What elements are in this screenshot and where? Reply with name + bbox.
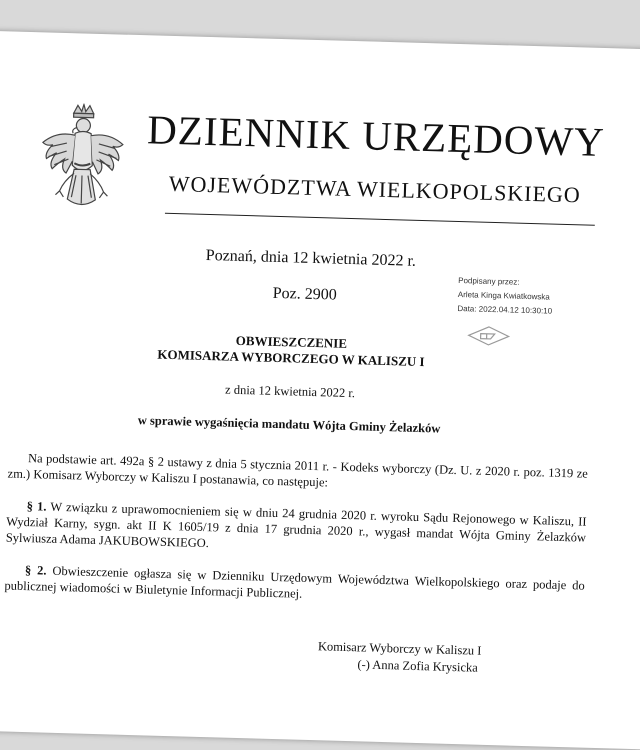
polish-eagle-emblem-icon — [35, 102, 130, 229]
issue-date: Poznań, dnia 12 kwietnia 2022 r. — [205, 246, 417, 270]
masthead-title: DZIENNIK URZĘDOWY — [146, 106, 606, 166]
paragraph-2 — [4, 561, 585, 609]
notice-title: OBWIESZCZENIE — [235, 332, 348, 351]
signer-block — [317, 638, 498, 677]
notice-issuer: KOMISARZA WYBORCZEGO W KALISZU I — [157, 346, 425, 370]
masthead-divider — [165, 213, 595, 226]
signature-name: Arleta Kinga Kwiatkowska — [457, 290, 550, 302]
masthead-subtitle: WOJEWÓDZTWA WIELKOPOLSKIEGO — [168, 170, 582, 208]
paragraph-2-text: Obwieszczenie ogłasza się w Dzienniku Urzędowym Województwa Wielkopolskiego oraz podaje do publicznej wiadomości w Biuletynie Informacji Publicznej. — [4, 563, 585, 601]
electronic-signature-block — [457, 274, 553, 319]
paragraph-2-label: § 2. — [24, 563, 47, 578]
signer-title: Komisarz Wyborczy w Kaliszu I — [317, 639, 482, 658]
paragraph-1-text: W związku z uprawomocnieniem się w dniu 24 grudnia 2020 r. wyroku Sądu Rejonowego w Kaliszu, II Wydział Karny, sygn. akt II K 1605/19 z dnia 17 grudnia 2020 r., wygasł mandat Wójta Gminy Żelazków Sylwiusza Adama JAKUBOWSKIEGO. — [5, 499, 587, 551]
signer-name: (-) Anna Zofia Krysicka — [357, 657, 479, 675]
notice-date: z dnia 12 kwietnia 2022 r. — [224, 382, 356, 401]
signature-label: Podpisany przez: — [458, 276, 520, 287]
signature-date: Data: 2022.04.12 10:30:10 — [457, 303, 553, 316]
document-page — [0, 30, 640, 750]
notice-subject: w sprawie wygaśnięcia mandatu Wójta Gminy Żelazków — [137, 413, 441, 436]
paragraph-1 — [6, 497, 587, 561]
notice-intro: Na podstawie art. 492a § 2 ustawy z dnia 5 stycznia 2011 r. - Kodeks wyborczy (Dz. U. z 2020 r. poz. 1319 ze zm.) Komisarz Wyborczy w Kaliszu I postanawia, co następuje: — [7, 451, 589, 490]
issue-position: Poz. 2900 — [272, 284, 337, 304]
paragraph-1-label: § 1. — [26, 499, 47, 514]
